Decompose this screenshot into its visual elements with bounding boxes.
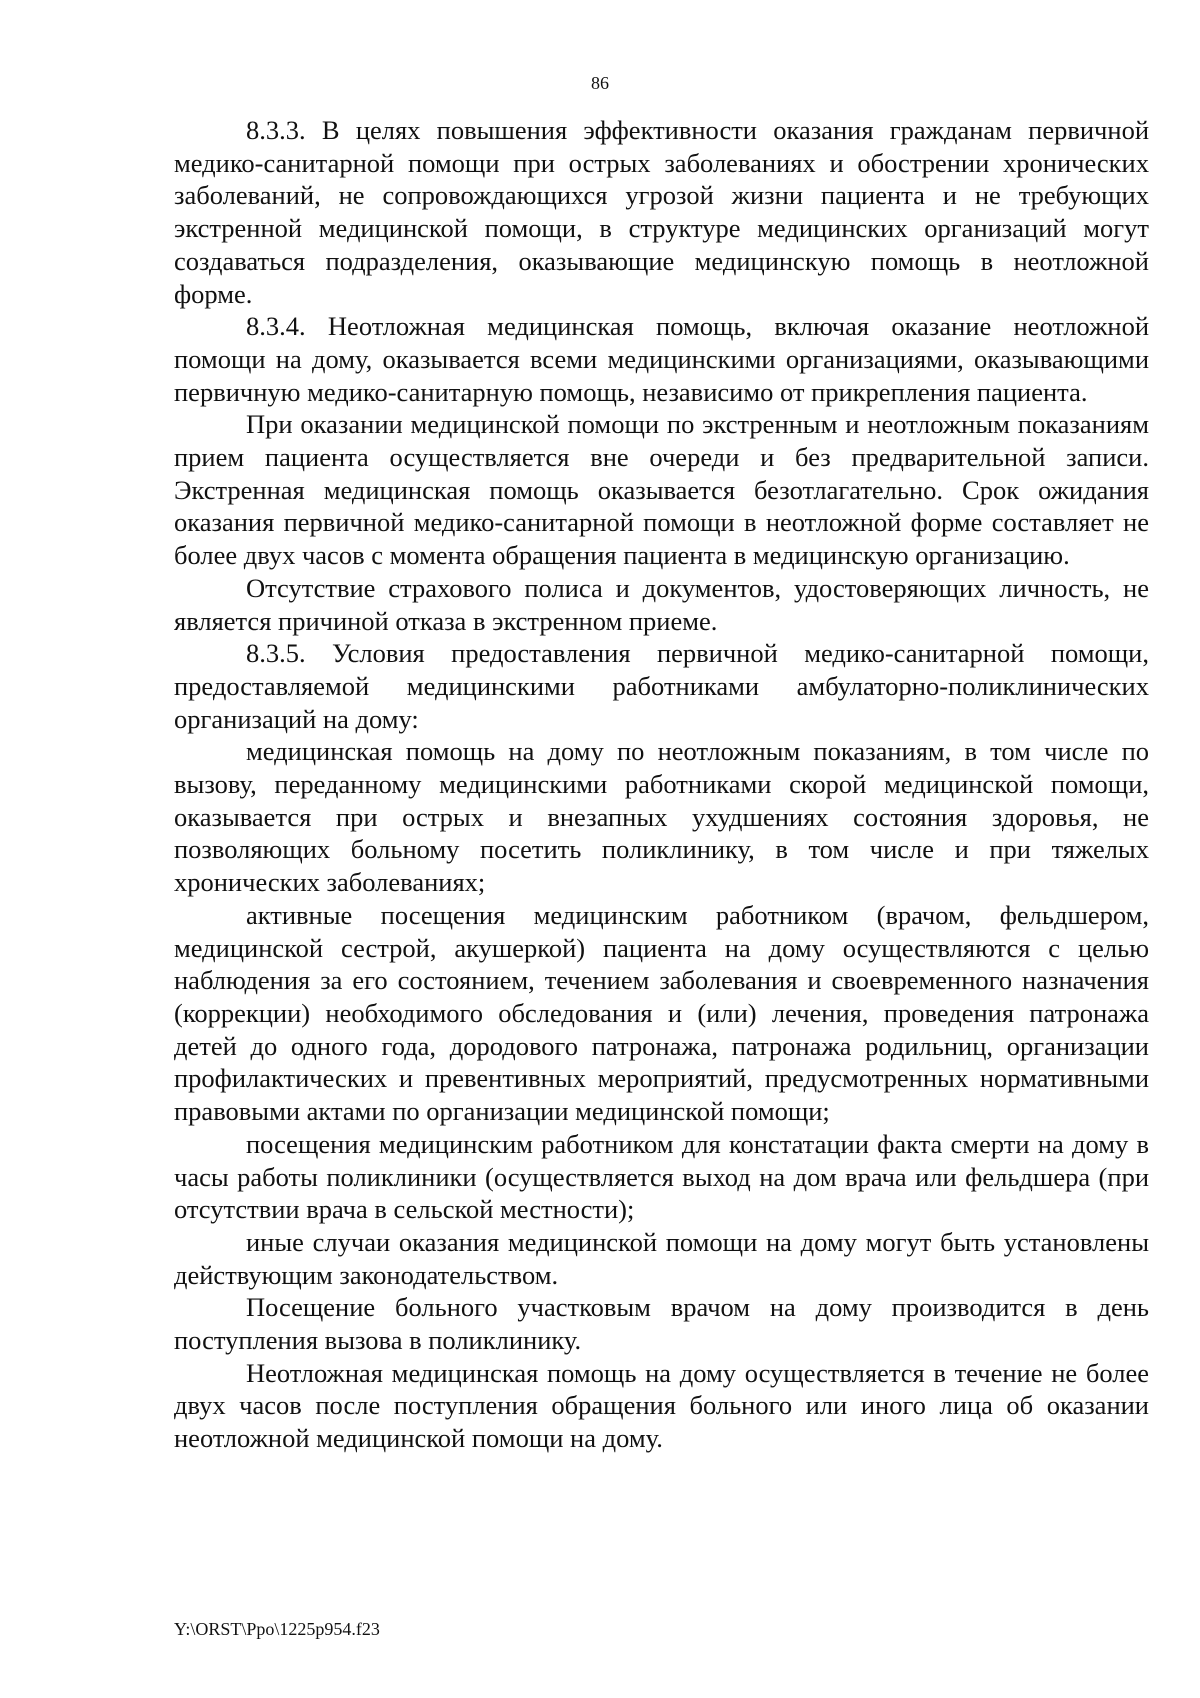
paragraph-home-care-urgent: медицинская помощь на дому по неотложным показаниям, в том числе по вызову, переданному медицинскими работниками скорой медицинской помощи, оказывается при острых и внезапных ухудшениях состояния здоровья, не позволяющих больному посетить поликлинику, в том числе и при тяжелых хронических заболеваниях; [174,736,1149,898]
paragraph-other-cases: иные случаи оказания медицинской помощи на дому могут быть установлены действующим законодательством. [174,1226,1149,1290]
paragraph-emergency-admission: При оказании медицинской помощи по экстренным и неотложным показаниям прием пациента осуществляется вне очереди и без предварительной записи. Экстренная медицинская помощь оказывается безотлагательно. Срок ожидания оказания первичной медико-санитарной помощи в неотложной форме составляет не более двух часов с момента обращения пациента в медицинскую организацию. [174,409,1149,571]
paragraph-8-3-4: 8.3.4. Неотложная медицинская помощь, включая оказание неотложной помощи на дому, оказывается всеми медицинскими организациями, оказывающими первичную медико-санитарную помощь, независимо от прикрепления пациента. [174,311,1149,407]
footer-file-path: Y:\ORST\Ppo\1225p954.f23 [174,1619,380,1639]
paragraph-district-doctor-visit: Посещение больного участковым врачом на дому производится в день поступления вызова в поликлинику. [174,1292,1149,1356]
paragraph-8-3-5: 8.3.5. Условия предоставления первичной медико-санитарной помощи, предоставляемой медицинскими работниками амбулаторно-поликлинических организаций на дому: [174,638,1149,734]
paragraph-death-confirmation: посещения медицинским работником для констатации факта смерти на дому в часы работы поликлиники (осуществляется выход на дом врача или фельдшера (при отсутствии врача в сельской местности); [174,1128,1149,1225]
paragraph-no-insurance: Отсутствие страхового полиса и документов, удостоверяющих личность, не является причиной отказа в экстренном приеме. [174,572,1149,636]
paragraph-active-visits: активные посещения медицинским работником (врачом, фельдшером, медицинской сестрой, акушеркой) пациента на дому осуществляются с целью наблюдения за его состоянием, течением заболевания и своевременного назначения (коррекции) необходимого обследования и (или) лечения, проведения патронажа детей до одного года, дородового патронажа, патронажа родильниц, организации профилактических и превентивных мероприятий, предусмотренных нормативными правовыми актами по организации медицинской помощи; [174,899,1149,1127]
paragraph-urgent-home-timing: Неотложная медицинская помощь на дому осуществляется в течение не более двух часов после поступления обращения больного или иного лица об оказании неотложной медицинской помощи на дому. [174,1357,1149,1454]
document-body [174,114,1149,1455]
page-number: 86 [591,73,609,93]
paragraph-8-3-3: 8.3.3. В целях повышения эффективности оказания гражданам первичной медико-санитарной помощи при острых заболеваниях и обострении хронических заболеваний, не сопровождающихся угрозой жизни пациента и не требующих экстренной медицинской помощи, в структуре медицинских организаций могут создаваться подразделения, оказывающие медицинскую помощь в неотложной форме. [174,115,1149,309]
